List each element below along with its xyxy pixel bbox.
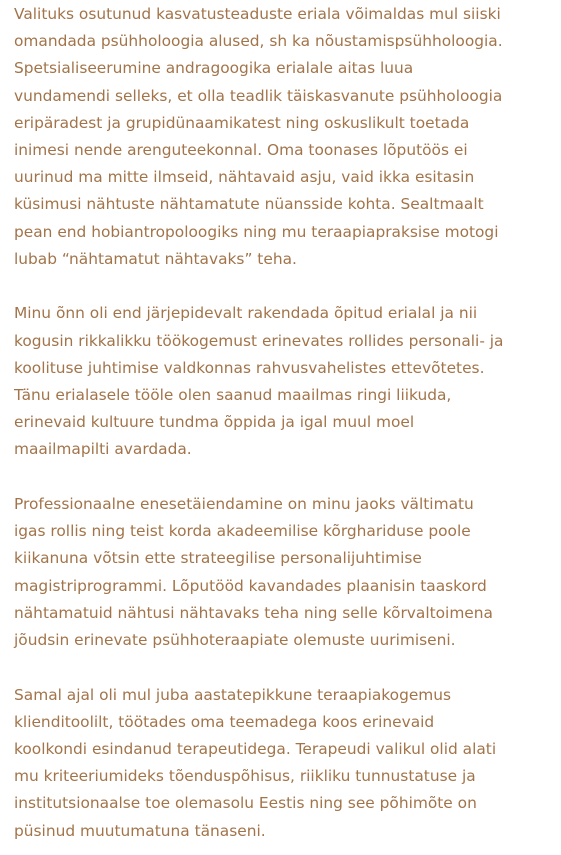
text-line: inimesi nende arenguteekonnal. Oma toonases lõputöös ei xyxy=(14,141,468,160)
text-line: küsimusi nähtuste nähtamatute nüansside kohta. Sealtmaalt xyxy=(14,195,484,214)
text-line: institutsionaalse toe olemasolu Eestis ning see põhimõte on xyxy=(14,794,477,813)
text-line: kiikanuna võtsin ette strateegilise personalijuhtimise xyxy=(14,549,422,568)
text-line: püsinud muutumatuna tänaseni. xyxy=(14,821,266,840)
text-line: klienditoolilt, töötades oma teemadega koos erinevaid xyxy=(14,712,435,731)
paragraph-therapy-experience xyxy=(14,682,551,845)
text-line: omandada psühholoogia alused, sh ka nõustamispsühholoogia. xyxy=(14,32,503,51)
text-line: maailmapilti avardada. xyxy=(14,440,192,459)
text-line: uurinud ma mitte ilmseid, nähtavaid asju, vaid ikka esitasin xyxy=(14,168,475,187)
text-line: igas rollis ning teist korda akadeemilise kõrghariduse poole xyxy=(14,522,471,541)
text-line: eripäradest ja grupidünaamikatest ning oskuslikult toetada xyxy=(14,113,470,132)
text-line: koolkondi esindanud terapeutidega. Terapeudi valikul olid alati xyxy=(14,740,497,759)
text-line: mu kriteeriumideks tõenduspõhisus, riikliku tunnustatuse ja xyxy=(14,767,476,786)
paragraph-career xyxy=(14,300,551,463)
paragraph-education xyxy=(14,1,551,273)
text-line: nähtamatuid nähtusi nähtavaks teha ning selle kõrvaltoimena xyxy=(14,603,493,622)
text-line: Minu õnn oli end järjepidevalt rakendada õpitud erialal ja nii xyxy=(14,304,478,323)
text-line: Tänu erialasele tööle olen saanud maailmas ringi liikuda, xyxy=(14,386,452,405)
text-line: Samal ajal oli mul juba aastatepikkune teraapiakogemus xyxy=(14,685,452,704)
text-line: Professionaalne enesetäiendamine on minu jaoks vältimatu xyxy=(14,495,474,514)
text-line: Spetsialiseerumine andragoogika erialale aitas luua xyxy=(14,59,414,78)
text-line: koolituse juhtimise valdkonnas rahvusvahelistes ettevõtetes. xyxy=(14,358,485,377)
text-line: magistriprogrammi. Lõputööd kavandades plaanisin taaskord xyxy=(14,576,487,595)
text-line: vundamendi selleks, et olla teadlik täiskasvanute psühholoogia xyxy=(14,86,503,105)
text-line: kogusin rikkalikku töökogemust erinevates rollides personali- ja xyxy=(14,331,504,350)
text-line: jõudsin erinevate psühhoteraapiate olemuste uurimiseni. xyxy=(14,631,456,650)
text-line: pean end hobiantropoloogiks ning mu teraapiapraksise motogi xyxy=(14,222,499,241)
text-line: erinevaid kultuure tundma õppida ja igal muul moel xyxy=(14,413,415,432)
paragraph-spacer xyxy=(14,654,551,681)
text-line: lubab “nähtamatut nähtavaks” teha. xyxy=(14,249,297,268)
paragraph-masters xyxy=(14,491,551,654)
text-line: Valituks osutunud kasvatusteaduste eriala võimaldas mul siiski xyxy=(14,5,501,23)
paragraph-spacer xyxy=(14,273,551,300)
paragraph-spacer xyxy=(14,464,551,491)
